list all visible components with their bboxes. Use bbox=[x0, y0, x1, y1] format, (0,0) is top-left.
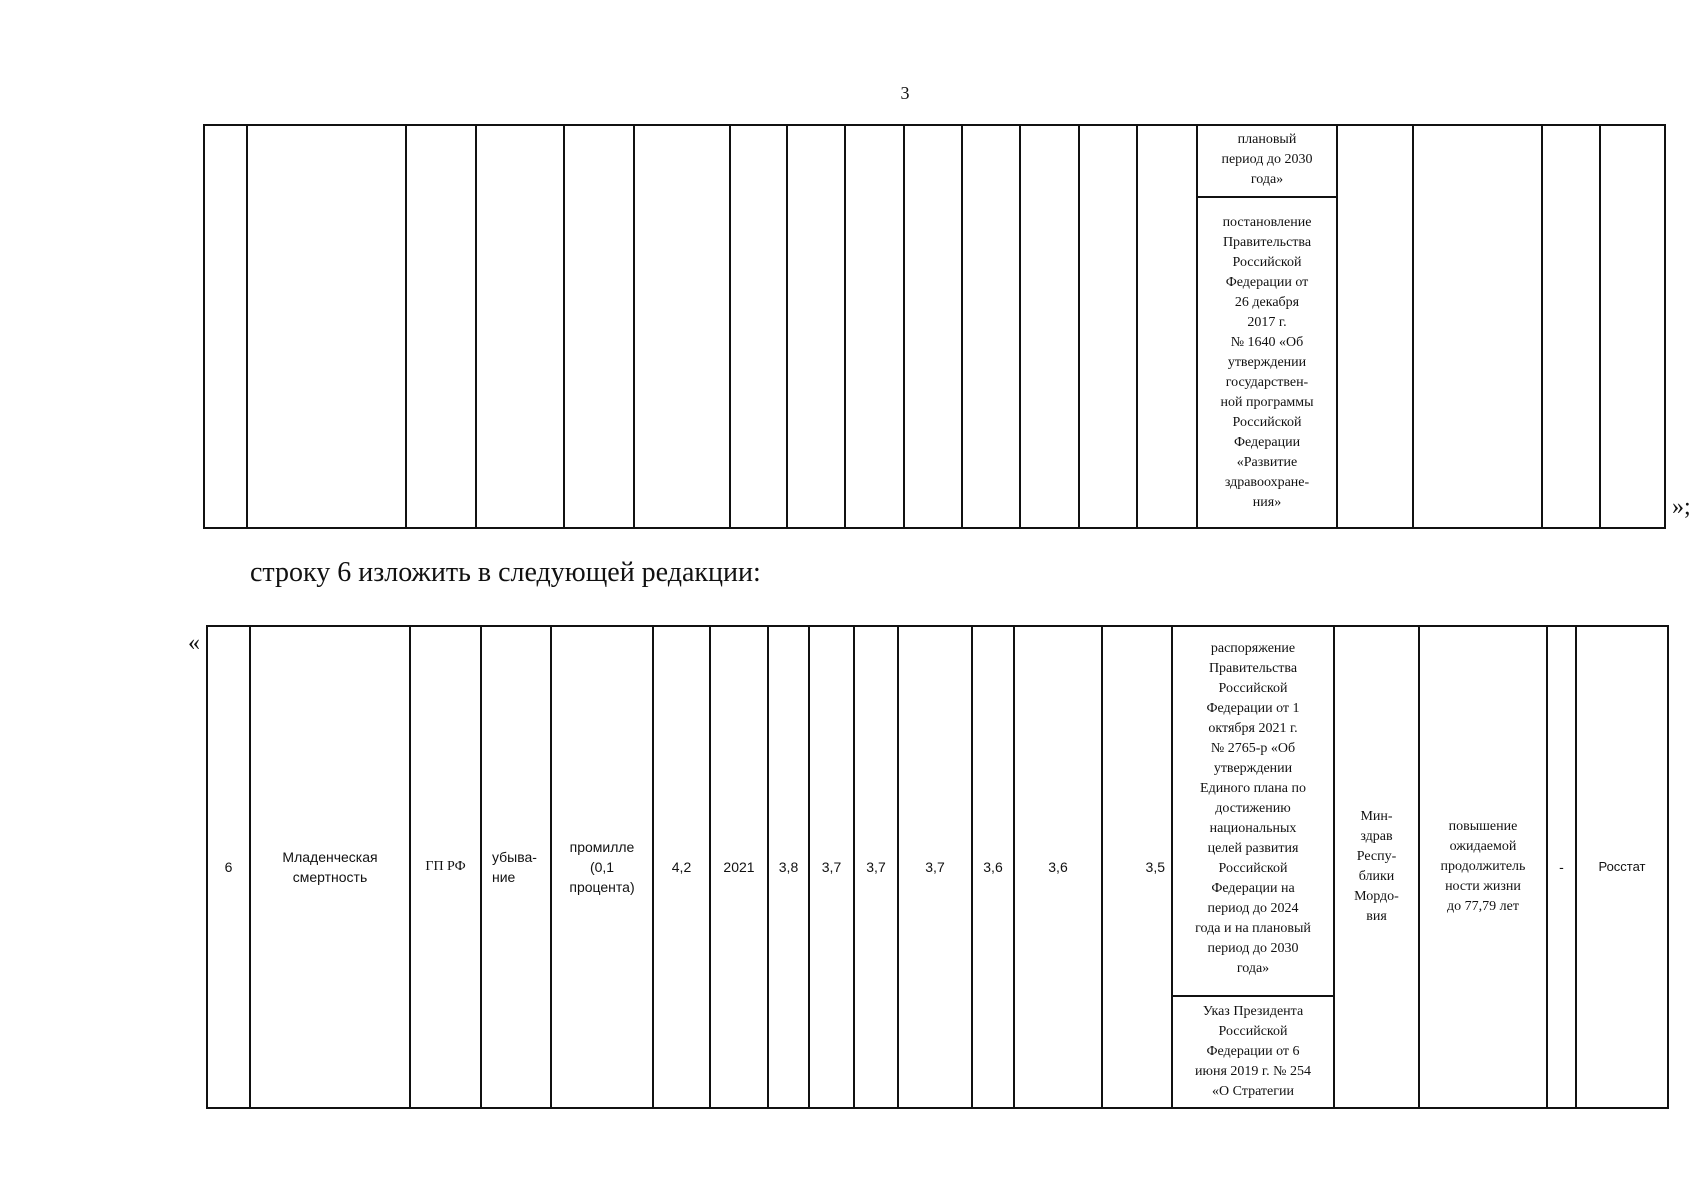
top-table-col-line bbox=[786, 124, 788, 529]
top-table-col-line bbox=[1541, 124, 1543, 529]
unit-of-measure: промилле (0,1 процента) bbox=[569, 839, 635, 895]
target-value-6: 3,6 bbox=[1048, 859, 1068, 875]
target-value-2: 3,7 bbox=[821, 859, 842, 875]
top-table-col-line bbox=[1019, 124, 1021, 529]
target-value-5: 3,6 bbox=[983, 859, 1003, 875]
top-table-col-line bbox=[1412, 124, 1414, 529]
top-table-col-line bbox=[563, 124, 565, 529]
top-table-col-line bbox=[729, 124, 731, 529]
indicator-level: ГП РФ bbox=[425, 859, 466, 874]
top-table-col-line bbox=[1664, 124, 1666, 529]
top-table-cell-resolution: постановление Правительства Российской Федерации от 26 декабря 2017 г. № 1640 «Об утверждении государствен- ной программы Российской Федерации «Развитие здравоохране- ния» bbox=[1220, 214, 1314, 510]
top-table-col-line bbox=[246, 124, 248, 529]
top-table-col-line bbox=[1599, 124, 1601, 529]
document-government-order: распоряжение Правительства Российской Федерации от 1 октября 2021 г. № 2765-р «Об утверждении Единого плана по достижению национальных целей развития Российской Федерации на период до 2024 года и на плановый период до 2030 года» bbox=[1195, 641, 1311, 976]
bottom-table-col-line bbox=[1667, 625, 1669, 1109]
top-table-col-line bbox=[903, 124, 905, 529]
top-table-col-line bbox=[1336, 124, 1338, 529]
top-table-col-line bbox=[1136, 124, 1138, 529]
data-source: Росстат bbox=[1598, 859, 1646, 874]
target-value-7: 3,5 bbox=[1145, 859, 1165, 875]
top-table-border-top bbox=[203, 124, 1666, 126]
page-number: 3 bbox=[900, 83, 910, 103]
top-table-col-line bbox=[405, 124, 407, 529]
document-presidential-decree: Указ Президента Российской Федерации от 6 июня 2019 г. № 254 «О Стратегии bbox=[1195, 1004, 1311, 1099]
top-table-col-line bbox=[844, 124, 846, 529]
row-number: 6 bbox=[224, 859, 233, 875]
indicator-name: Младенческая смертность bbox=[282, 849, 378, 885]
bottom-table-border-bottom bbox=[206, 1107, 1669, 1109]
top-table-col-line bbox=[633, 124, 635, 529]
top-table-col-line bbox=[203, 124, 205, 529]
expected-result: повышение ожидаемой продолжитель ности жизни до 77,79 лет bbox=[1440, 819, 1526, 914]
top-table-col-line bbox=[961, 124, 963, 529]
target-value-3: 3,7 bbox=[866, 859, 886, 875]
closing-quote-mark: »; bbox=[1672, 494, 1691, 520]
indicator-direction: убыва- ние bbox=[492, 849, 537, 885]
target-value-4: 3,7 bbox=[925, 859, 945, 875]
responsible-executor: Мин- здрав Респу- блики Мордо- вия bbox=[1354, 809, 1399, 924]
top-table-border-bottom bbox=[203, 527, 1666, 529]
base-value: 4,2 bbox=[671, 859, 692, 875]
opening-quote-mark: « bbox=[188, 630, 200, 656]
base-year: 2021 bbox=[723, 859, 755, 875]
top-table-cell-plan-period: плановый период до 2030 года» bbox=[1221, 132, 1313, 187]
instruction-caption: строку 6 изложить в следующей редакции: bbox=[250, 557, 761, 588]
top-table-col-line bbox=[475, 124, 477, 529]
dash-cell: - bbox=[1559, 859, 1564, 875]
top-table-col-line bbox=[1078, 124, 1080, 529]
target-value-1: 3,8 bbox=[778, 859, 799, 875]
